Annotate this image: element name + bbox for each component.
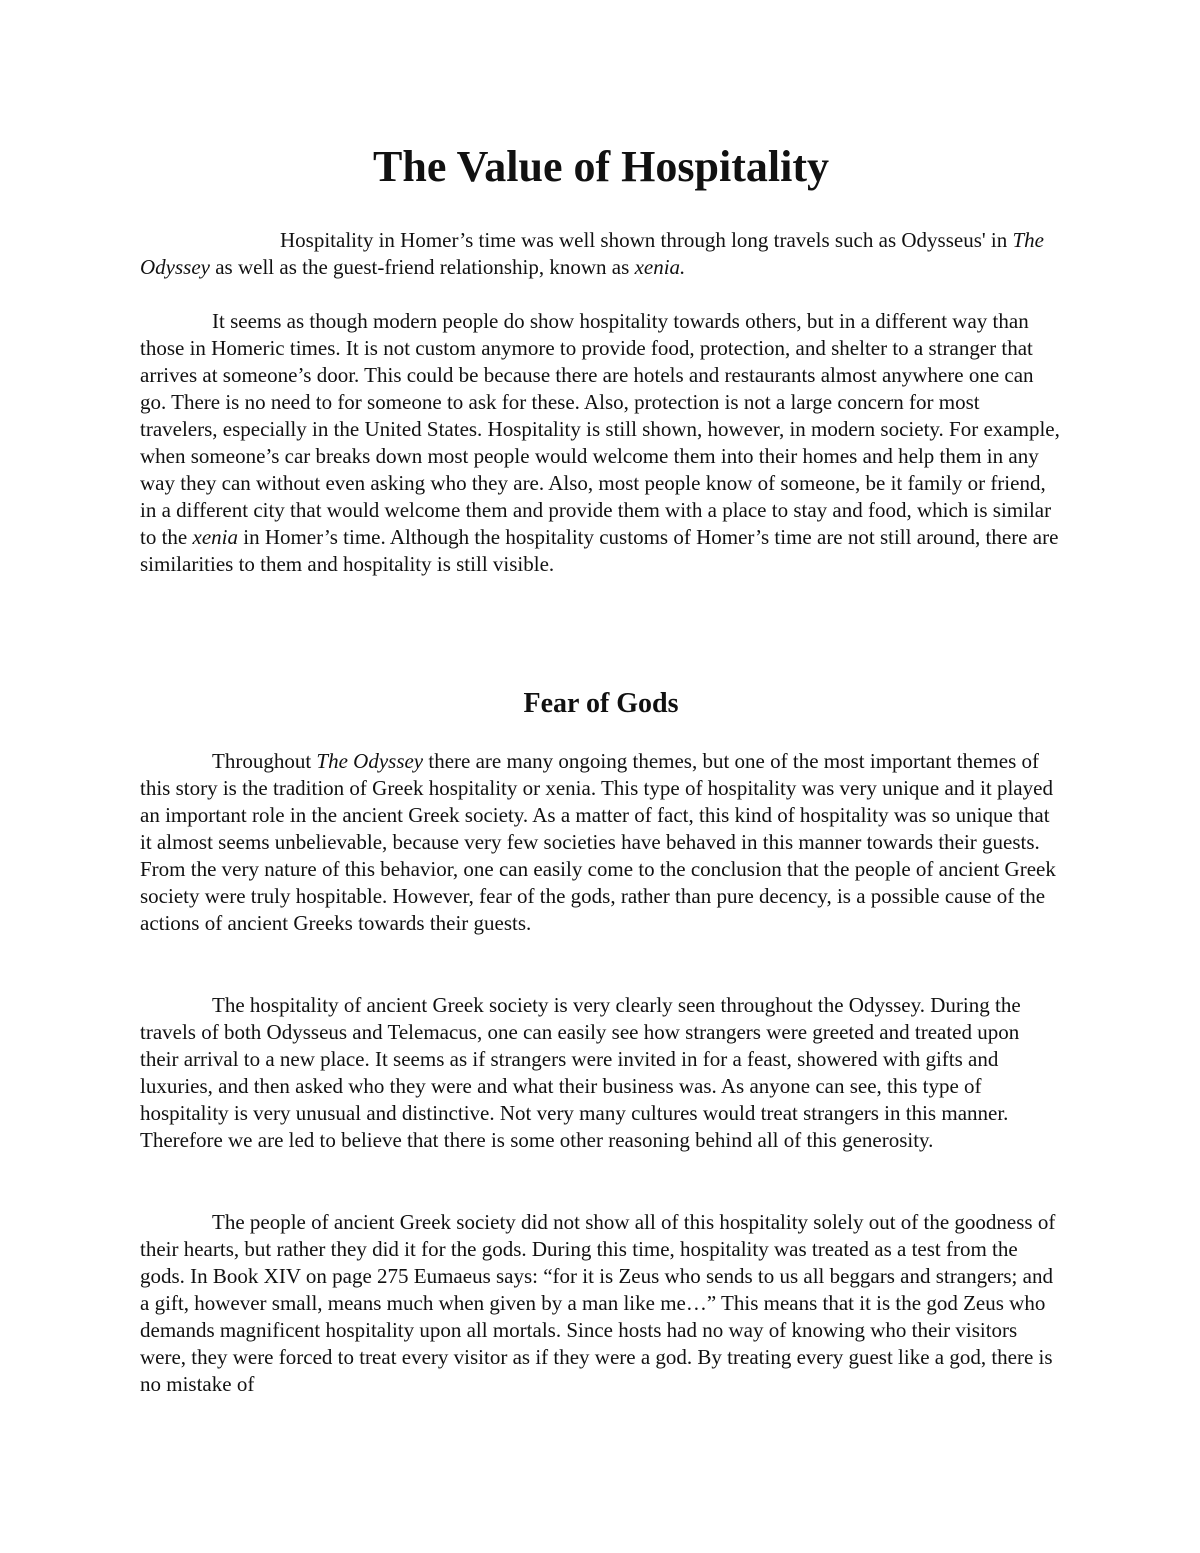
intro-italic-odyssey: The Odyssey [140,228,1044,279]
fear1-text-2: there are many ongoing themes, but one of the most important themes of this story is the tradition of Greek hospitality or xenia. This type of hospitality was very unique and it played an important role in the ancient Greek society. As a matter of fact, this kind of hospitality was so unique that it almost seems unbelievable, because very few societies have behaved in this manner towards their guests. From the very nature of this behavior, one can easily come to the conclusion that the people of ancient Greek society were truly hospitable. However, fear of the gods, rather than pure decency, is a possible cause of the actions of ancient Greeks towards their guests. [140,749,1056,935]
modern-hospitality-paragraph [140,308,1062,578]
intro-paragraph [140,227,1062,281]
modern-text-1: It seems as though modern people do show hospitality towards others, but in a different way than those in Homeric times. It is not custom anymore to provide food, protection, and shelter to a stranger that arrives at someone’s door. This could be because there are hotels and restaurants almost anywhere one can go. There is no need to for someone to ask for these. Also, protection is not a large concern for most travelers, especially in the United States. Hospitality is still shown, however, in modern society. For example, when someone’s car breaks down most people would welcome them into their homes and help them in any way they can without even asking who they are. Also, most people know of someone, be it family or friend, in a different city that would welcome them and provide them with a place to stay and food, which is similar to the [140,309,1060,549]
modern-italic-xenia: xenia [192,525,238,549]
fear-paragraph-3: The people of ancient Greek society did not show all of this hospitality solely out of the goodness of their hearts, but rather they did it for the gods. During this time, hospitality was treated as a test from the gods. In Book XIV on page 275 Eumaeus says: “for it is Zeus who sends to us all beggars and strangers; and a gift, however small, means much when given by a man like me…” This means that it is the god Zeus who demands magnificent hospitality upon all mortals. Since hosts had no way of knowing who their visitors were, they were forced to treat every visitor as if they were a god. By treating every guest like a god, there is no mistake of [140,1210,1056,1396]
fear1-text-1: Throughout [212,749,317,773]
intro-text-1: Hospitality in Homer’s time was well shown through long travels such as Odysseus' in [280,228,1013,252]
fear-paragraph-2: The hospitality of ancient Greek society is very clearly seen throughout the Odyssey. During the travels of both Odysseus and Telemacus, one can easily see how strangers were greeted and treated upon their arrival to a new place. It seems as if strangers were invited in for a feast, showered with gifts and luxuries, and then asked who they were and what their business was. As anyone can see, this type of hospitality is very unusual and distinctive. Not very many cultures would treat strangers in this manner. Therefore we are led to believe that there is some other reasoning behind all of this generosity. [140,993,1021,1152]
modern-text-2: in Homer’s time. Although the hospitality customs of Homer’s time are not still around, there are similarities to them and hospitality is still visible. [140,525,1059,576]
fear-paragraph-1 [140,748,1062,937]
intro-text-2: as well as the guest-friend relationship, known as [209,255,635,279]
fear1-italic-odyssey: The Odyssey [316,749,424,773]
section-heading: Fear of Gods [523,688,679,719]
page-title: The Value of Hospitality [373,142,829,191]
intro-italic-xenia: xenia. [634,255,686,279]
